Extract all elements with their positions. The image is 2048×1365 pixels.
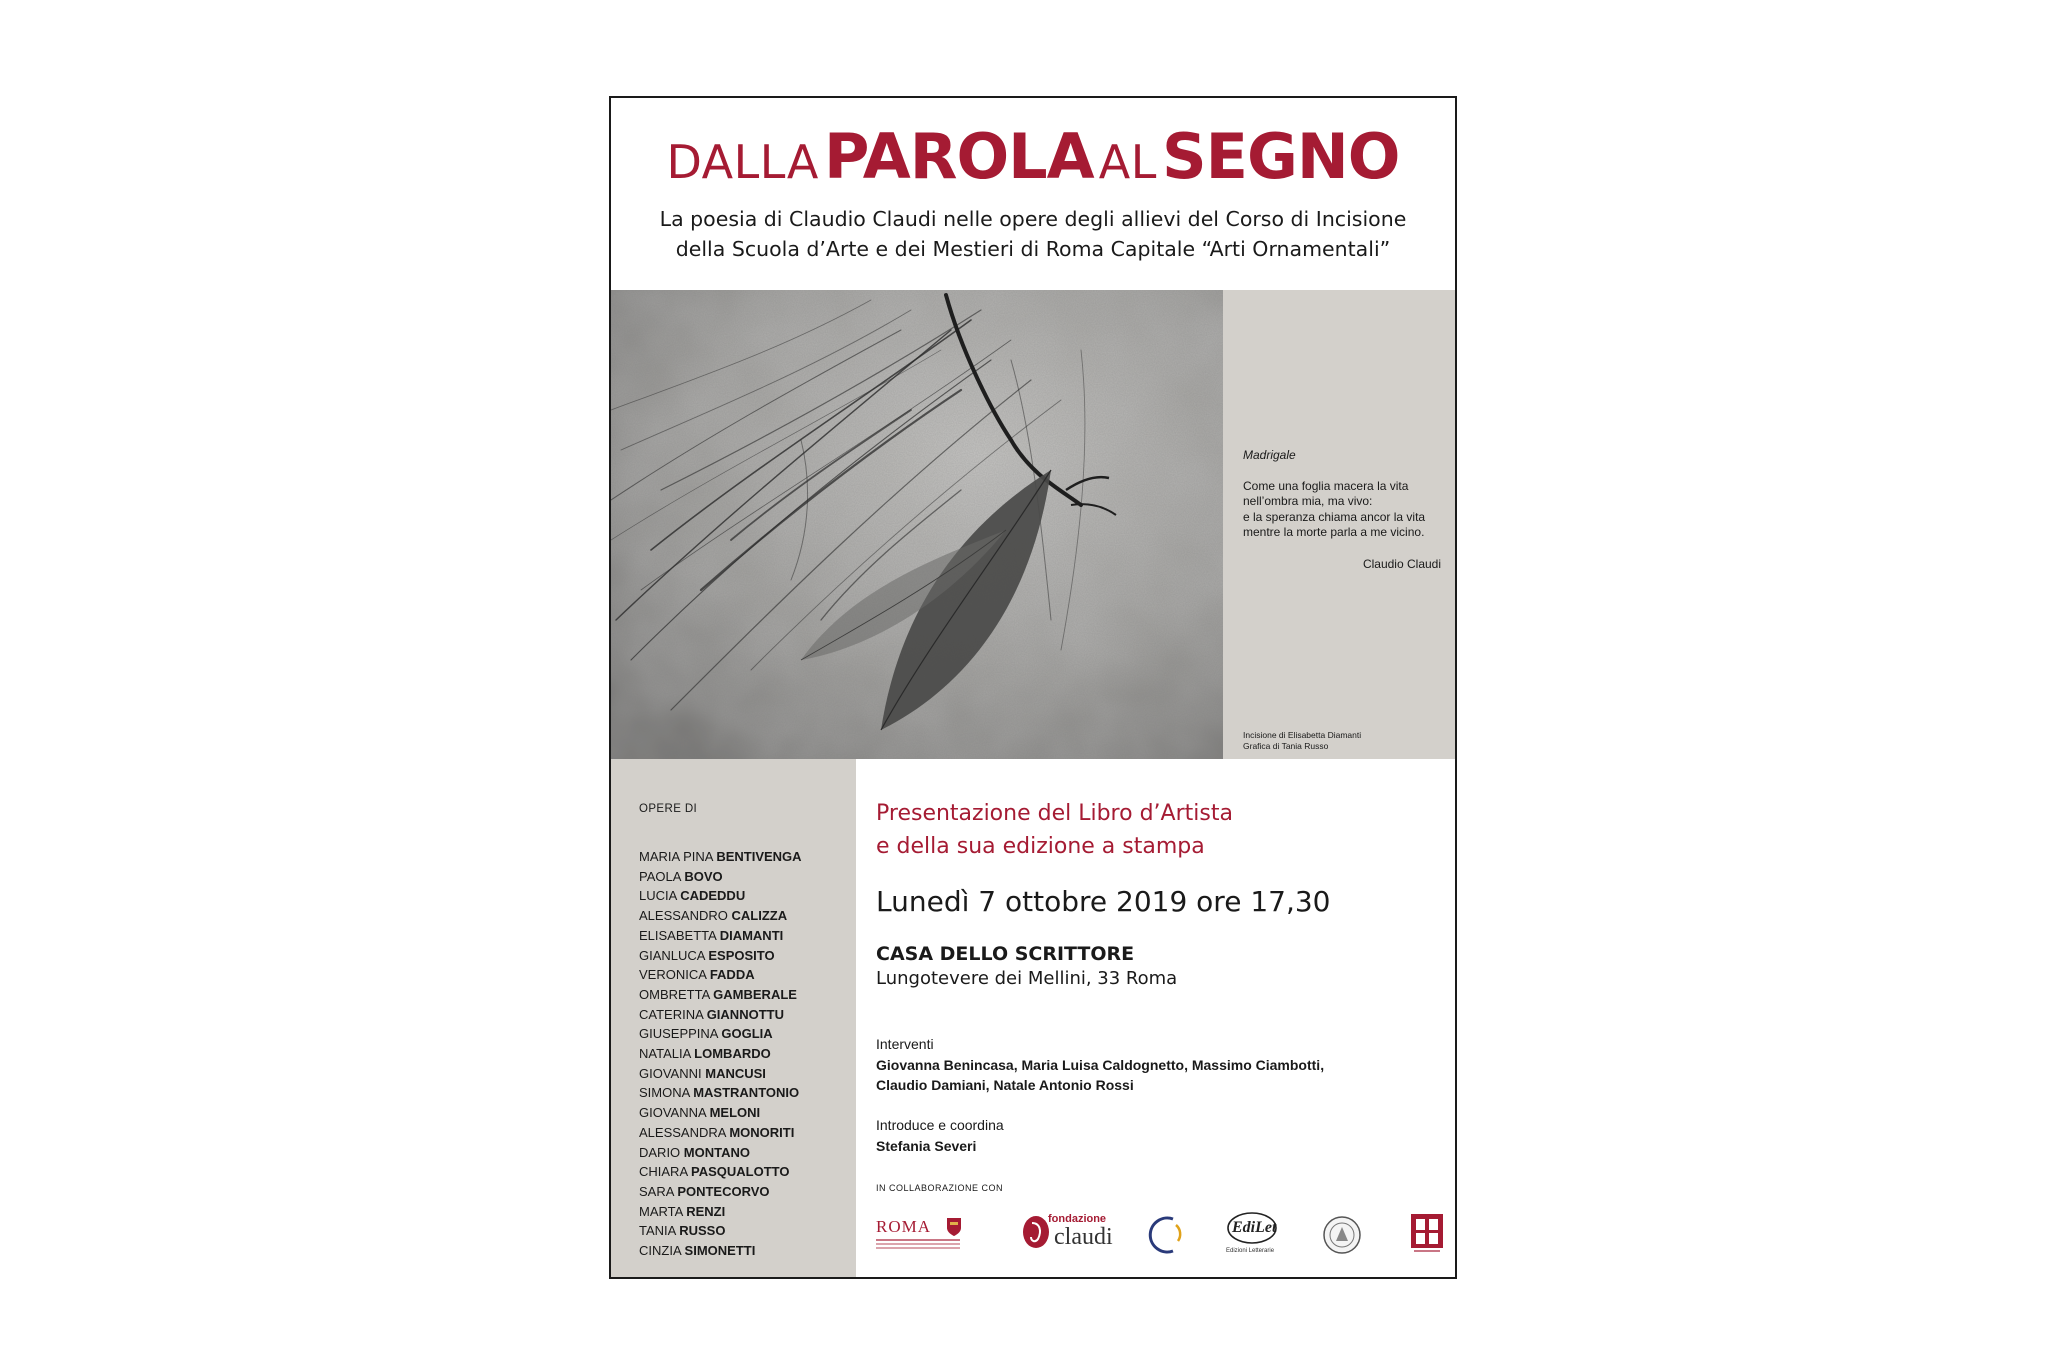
credit-graphics: Grafica di Tania Russo (1243, 741, 1329, 751)
artist-name (639, 965, 802, 985)
artist-name (639, 1024, 802, 1044)
artist-first-name: GIOVANNA (639, 1105, 706, 1121)
poem (1243, 448, 1443, 572)
artist-first-name: VERONICA (639, 967, 707, 983)
artist-name (639, 886, 802, 906)
roma-logo-text: ROMA (876, 1217, 932, 1236)
artist-name (639, 1182, 802, 1202)
edilet-logo (1226, 1211, 1286, 1257)
artist-last-name: PONTECORVO (677, 1183, 770, 1199)
subtitle-line-2: della Scuola d’Arte e dei Mestieri di Roma Capitale “Arti Ornamentali” (675, 237, 1391, 261)
crescent-logo (1146, 1215, 1186, 1260)
artist-name (639, 946, 802, 966)
poem-line: e la speranza chiama ancor la vita (1243, 509, 1426, 524)
edilet-logo-text: EdiLet (1232, 1219, 1277, 1236)
artist-first-name: GIANLUCA (639, 947, 705, 963)
artist-first-name: ALESSANDRO (639, 908, 728, 924)
artist-last-name: RENZI (686, 1203, 726, 1219)
event-heading-line-2: e della sua edizione a stampa (876, 834, 1205, 859)
artist-last-name: GIANNOTTU (706, 1006, 784, 1022)
artist-last-name: PASQUALOTTO (691, 1164, 790, 1180)
artist-name (639, 1162, 802, 1182)
poster-subtitle (611, 204, 1455, 264)
artist-name (639, 1202, 802, 1222)
artist-first-name: SIMONA (639, 1085, 690, 1101)
poem-title: Madrigale (1243, 448, 1296, 462)
artist-last-name: RUSSO (679, 1223, 726, 1239)
artist-first-name: LUCIA (639, 888, 677, 904)
fondazione-logo-top: fondazione (1048, 1213, 1107, 1225)
artists-list (639, 847, 802, 1261)
artist-name (639, 1005, 802, 1025)
artist-name (639, 847, 802, 867)
red-emblem-logo-icon (1410, 1213, 1444, 1255)
artist-first-name: GIUSEPPINA (639, 1026, 718, 1042)
roma-crest-icon (946, 1217, 962, 1237)
event-heading-line-1: Presentazione del Libro d’Artista (876, 801, 1233, 826)
artist-first-name: CATERINA (639, 1006, 704, 1022)
artist-last-name: BENTIVENGA (716, 849, 802, 864)
artist-last-name: ESPOSITO (708, 947, 775, 963)
artist-last-name: GAMBERALE (713, 986, 797, 1002)
poster-title (611, 120, 1455, 193)
title-word-al: AL (1098, 135, 1157, 189)
artist-first-name: SARA (639, 1183, 674, 1199)
event-poster (609, 96, 1457, 1279)
artist-last-name: MANCUSI (705, 1065, 766, 1081)
artist-last-name: SIMONETTI (684, 1243, 756, 1259)
fondazione-claudi-logo (1022, 1211, 1118, 1255)
title-word-dalla: DALLA (666, 135, 819, 189)
moderator-name: Stefania Severi (876, 1138, 977, 1154)
poem-line: nell’ombra mia, ma vivo: (1243, 494, 1373, 508)
artist-first-name: CHIARA (639, 1164, 688, 1180)
artist-last-name: MONTANO (683, 1144, 750, 1160)
artist-name (639, 985, 802, 1005)
speakers-label: Interventi (876, 1036, 934, 1052)
collaboration-label: IN COLLABORAZIONE CON (876, 1183, 1004, 1193)
moderator-label: Introduce e coordina (876, 1117, 1004, 1133)
fondazione-logo-name: claudi (1054, 1224, 1113, 1250)
artist-first-name: MARTA (639, 1203, 683, 1219)
artist-name (639, 1241, 802, 1261)
artist-last-name: DIAMANTI (719, 927, 784, 943)
crescent-logo-icon (1146, 1215, 1186, 1255)
artist-name (639, 1044, 802, 1064)
artist-first-name: CINZIA (639, 1243, 681, 1259)
fondazione-claudi-emblem-icon (1022, 1215, 1050, 1249)
artist-name (639, 1103, 802, 1123)
roma-logo (876, 1215, 966, 1255)
artist-last-name: CADEDDU (680, 888, 746, 904)
artist-first-name: OMBRETTA (639, 986, 710, 1002)
poem-line: mentre la morte parla a me vicino. (1243, 525, 1425, 539)
event-venue: CASA DELLO SCRITTORE (876, 943, 1135, 965)
etching-artwork (611, 290, 1223, 759)
artist-first-name: ALESSANDRA (639, 1124, 726, 1140)
artist-name (639, 1123, 802, 1143)
artists-label: OPERE DI (639, 803, 698, 815)
artist-last-name: GOGLIA (721, 1026, 773, 1042)
artist-first-name: DARIO (639, 1144, 681, 1160)
speakers-line-2: Claudio Damiani, Natale Antonio Rossi (876, 1077, 1134, 1093)
title-word-parola: PAROLA (823, 120, 1094, 193)
artist-first-name: TANIA (639, 1223, 676, 1239)
artist-name (639, 1221, 802, 1241)
artist-first-name: GIOVANNI (639, 1065, 702, 1081)
image-credits (1243, 730, 1361, 752)
red-emblem-logo (1410, 1213, 1444, 1260)
event-date: Lunedì 7 ottobre 2019 ore 17,30 (876, 885, 1331, 918)
artist-first-name: ELISABETTA (639, 927, 717, 943)
artist-last-name: LOMBARDO (694, 1046, 771, 1062)
artist-last-name: FADDA (709, 967, 755, 983)
event-address: Lungotevere dei Mellini, 33 Roma (876, 968, 1178, 989)
artist-first-name: NATALIA (639, 1046, 691, 1062)
speakers-line-1: Giovanna Benincasa, Maria Luisa Caldognetto, Massimo Ciambotti, (876, 1057, 1325, 1073)
artist-name (639, 1083, 802, 1103)
credit-etching: Incisione di Elisabetta Diamanti (1243, 730, 1362, 740)
artist-name (639, 1143, 802, 1163)
artist-last-name: CALIZZA (731, 908, 788, 924)
poem-author: Claudio Claudi (1362, 556, 1441, 571)
event-info (876, 759, 1446, 1277)
speakers-list (876, 1055, 1324, 1095)
seal-logo-icon (1322, 1215, 1362, 1255)
subtitle-line-1: La poesia di Claudio Claudi nelle opere degli allievi del Corso di Incisione (659, 207, 1407, 231)
seal-logo (1322, 1215, 1362, 1260)
artists-panel (611, 759, 856, 1277)
poem-line: Come una foglia macera la vita (1243, 478, 1409, 493)
artist-first-name: PAOLA (639, 868, 681, 884)
artist-name (639, 867, 802, 887)
artist-last-name: MONORITI (729, 1124, 795, 1140)
artist-first-name: MARIA PINA (639, 849, 713, 864)
title-word-segno: SEGNO (1161, 120, 1400, 193)
poem-panel (1223, 290, 1455, 759)
artist-name (639, 1064, 802, 1084)
artist-last-name: MASTRANTONIO (693, 1085, 800, 1101)
artist-last-name: MELONI (709, 1105, 761, 1121)
artist-name (639, 906, 802, 926)
event-heading (876, 797, 1233, 863)
artist-name (639, 926, 802, 946)
edilet-logo-subtext: Edizioni Letterarie (1226, 1248, 1275, 1254)
artist-last-name: BOVO (684, 868, 723, 884)
